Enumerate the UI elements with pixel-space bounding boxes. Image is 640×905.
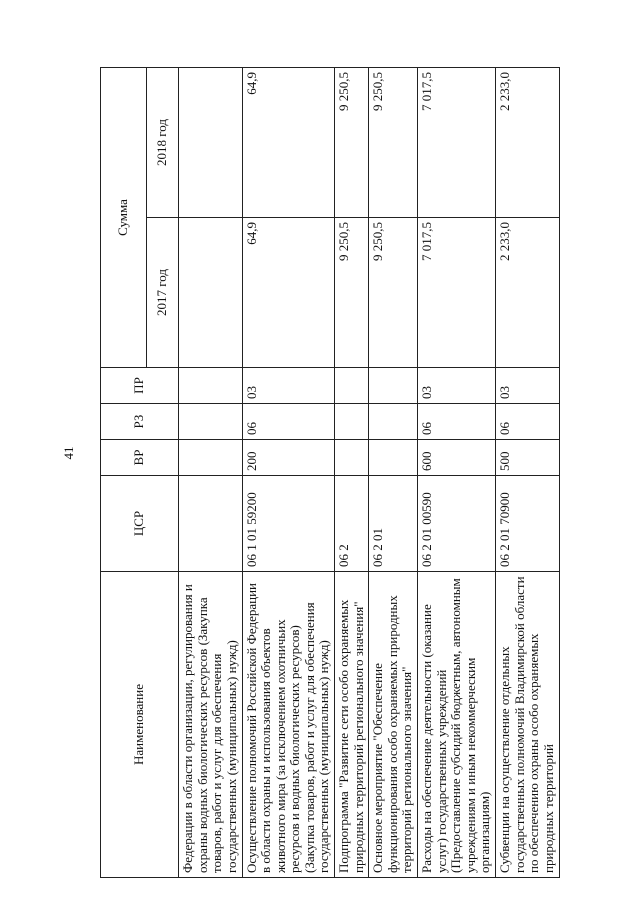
row-pr: 03 (418, 368, 496, 404)
row-rz (179, 404, 243, 440)
table-row (242, 68, 335, 878)
row-vr (369, 440, 418, 476)
row-name: Основное мероприятие "Обеспечение функционирования особо охраняемых природных территорий регионального значения" (369, 572, 418, 878)
row-csr (179, 476, 243, 572)
header-name: Наименование (101, 572, 179, 878)
row-pr (179, 368, 243, 404)
row-csr: 06 2 01 00590 (418, 476, 496, 572)
row-vr (179, 440, 243, 476)
row-pr: 03 (496, 368, 560, 404)
table-row (179, 68, 243, 878)
row-sum-2017: 64,9 (242, 218, 335, 368)
row-rz (335, 404, 369, 440)
row-sum-2018: 2 233,0 (496, 68, 560, 218)
row-sum-2017 (179, 218, 243, 368)
header-csr: ЦСР (101, 476, 179, 572)
row-name: Федерации в области организации, регулирования и охраны водных биологических ресурсов (Закупка товаров, работ и услуг для обеспечения государственных (муниципальных) нужд) (179, 572, 243, 878)
row-rz: 06 (418, 404, 496, 440)
table-row (335, 68, 369, 878)
row-pr: 03 (242, 368, 335, 404)
header-sum: Сумма (101, 68, 147, 368)
row-sum-2018: 7 017,5 (418, 68, 496, 218)
row-vr (335, 440, 369, 476)
row-sum-2018: 9 250,5 (335, 68, 369, 218)
row-sum-2017: 9 250,5 (335, 218, 369, 368)
budget-table (100, 67, 560, 878)
row-rz: 06 (242, 404, 335, 440)
row-sum-2017: 2 233,0 (496, 218, 560, 368)
row-name: Субвенции на осуществление отдельных государственных полномочий Владимирской области по обеспечению охраны особо охраняемых природных территорий (496, 572, 560, 878)
row-csr: 06 2 (335, 476, 369, 572)
row-name: Подпрограмма "Развитие сети особо охраняемых природных территорий регионального значения" (335, 572, 369, 878)
header-vr: ВР (101, 440, 179, 476)
row-name: Расходы на обеспечение деятельности (оказание услуг) государственных учреждений (Предоставление субсидий бюджетным, автономным учреждениям и иным некоммерческим организациям) (418, 572, 496, 878)
row-csr: 06 2 01 70900 (496, 476, 560, 572)
rotated-table-wrapper (100, 68, 560, 878)
table-row (369, 68, 418, 878)
row-sum-2018 (179, 68, 243, 218)
header-year-2017: 2017 год (147, 218, 179, 368)
row-pr (335, 368, 369, 404)
row-csr: 06 1 01 59200 (242, 476, 335, 572)
row-vr: 600 (418, 440, 496, 476)
header-year-2018: 2018 год (147, 68, 179, 218)
row-sum-2018: 9 250,5 (369, 68, 418, 218)
row-vr: 500 (496, 440, 560, 476)
row-rz: 06 (496, 404, 560, 440)
header-rz: РЗ (101, 404, 179, 440)
row-sum-2018: 64,9 (242, 68, 335, 218)
row-sum-2017: 7 017,5 (418, 218, 496, 368)
row-rz (369, 404, 418, 440)
row-name: Осуществление полномочий Российской Федерации в области охраны и использования объектов животного мира (за исключением охотничьих ресурсов и водных биологических ресурсов) (Закупка товаров, работ и услуг для обеспечения государственных (муниципальных) нужд) (242, 572, 335, 878)
row-pr (369, 368, 418, 404)
table-row (496, 68, 560, 878)
page-number: 41 (61, 446, 76, 460)
row-sum-2017: 9 250,5 (369, 218, 418, 368)
row-csr: 06 2 01 (369, 476, 418, 572)
row-vr: 200 (242, 440, 335, 476)
table-row (418, 68, 496, 878)
header-pr: ПР (101, 368, 179, 404)
